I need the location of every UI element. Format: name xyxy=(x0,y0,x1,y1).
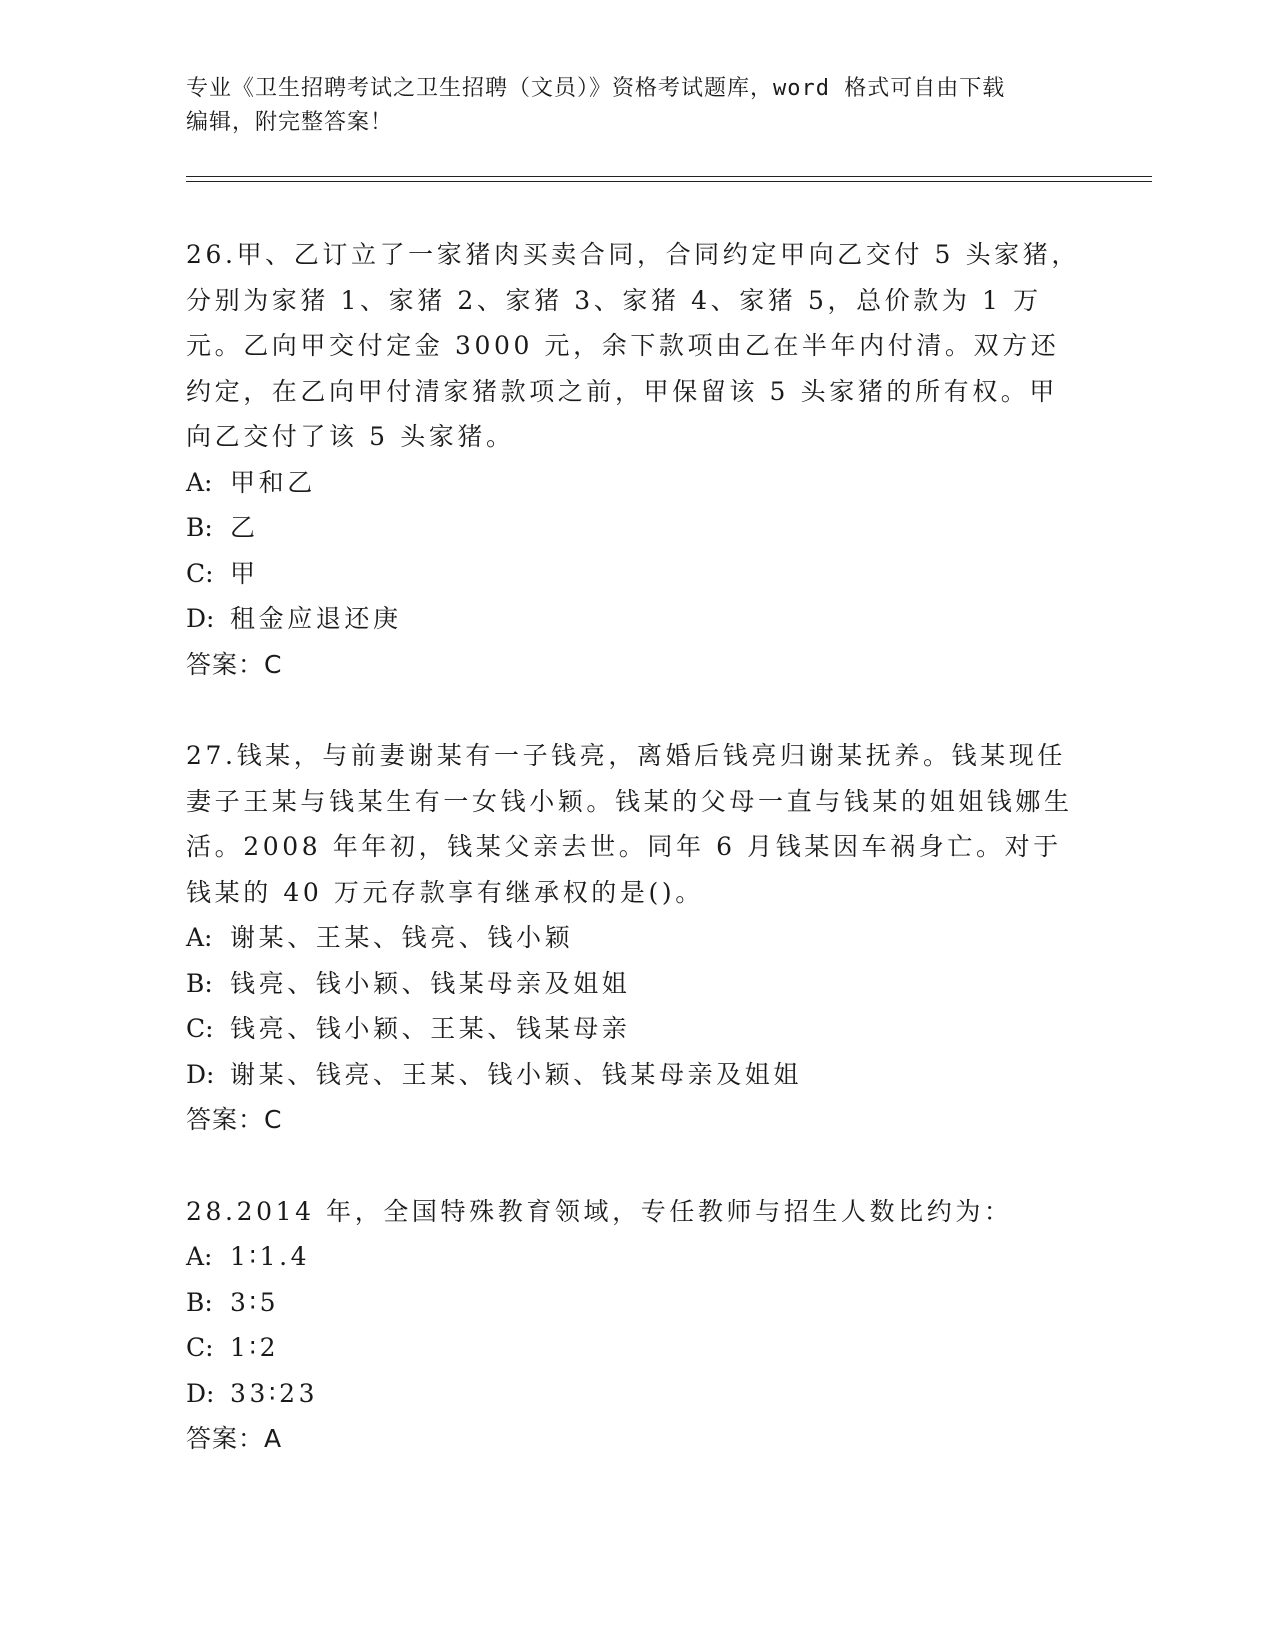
document-header xyxy=(186,72,1086,140)
option-key: C: xyxy=(186,1014,214,1043)
option-key: B: xyxy=(186,513,213,542)
answer: 答案：C xyxy=(186,1105,283,1134)
question-body: 钱某，与前妻谢某有一子钱亮，离婚后钱亮归谢某抚养。钱某现任妻子王某与钱某生有一女钱小颖。钱某的父母一直与钱某的姐姐钱娜生活。2008 年年初，钱某父亲去世。同年 6 月钱某因车祸身亡。对于钱某的 40 万元存款享有继承权的是()。 xyxy=(186,741,1073,907)
option-key: C: xyxy=(186,558,214,588)
option-key: B: xyxy=(186,1287,213,1317)
question-body: 2014 年，全国特殊教育领域，专任教师与招生人数比约为： xyxy=(236,1196,1013,1226)
option-key: C: xyxy=(186,1333,214,1362)
option-key: B: xyxy=(186,968,213,998)
option-a xyxy=(186,915,1086,961)
answer: 答案：C xyxy=(186,649,283,679)
option-text: 甲和乙 xyxy=(230,467,316,497)
option-text: 33∶23 xyxy=(230,1378,319,1408)
header-line-1: 专业《卫生招聘考试之卫生招聘（文员）》资格考试题库，word 格式可自由下载 xyxy=(186,76,1006,101)
question-number: 28. xyxy=(186,1196,237,1226)
option-a xyxy=(186,460,1086,506)
option-d xyxy=(186,1371,1086,1417)
answer: 答案：A xyxy=(186,1424,283,1453)
question-text xyxy=(186,232,1086,460)
option-text: 谢某、钱亮、王某、钱小颖、钱某母亲及姐姐 xyxy=(230,1059,803,1089)
header-rule-bottom xyxy=(186,181,1152,182)
option-key: A: xyxy=(186,467,213,497)
option-c xyxy=(186,1006,1086,1052)
option-text: 钱亮、钱小颖、钱某母亲及姐姐 xyxy=(230,968,631,998)
question-body: 甲、乙订立了一家猪肉买卖合同，合同约定甲向乙交付 5 头家猪，分别为家猪 1、家猪 2、家猪 3、家猪 4、家猪 5，总价款为 1 万元。乙向甲交付定金 3000 元，余下款项由乙在半年内付清。双方还约定，在乙向甲付清家猪款项之前，甲保留该 5 头家猪的所有权。甲向乙交付了该 5 头家猪。 xyxy=(186,240,1080,451)
question-list xyxy=(186,232,1086,1508)
question-text xyxy=(186,733,1086,915)
option-text: 租金应退还庚 xyxy=(230,604,402,633)
option-d xyxy=(186,596,1086,642)
header-rule-top xyxy=(186,176,1152,177)
option-text: 1∶1.4 xyxy=(230,1242,311,1271)
question-number: 27. xyxy=(186,741,237,770)
question-28 xyxy=(186,1189,1086,1462)
option-c xyxy=(186,1325,1086,1371)
option-key: A: xyxy=(186,1242,213,1271)
option-text: 1∶2 xyxy=(230,1333,280,1362)
option-d xyxy=(186,1052,1086,1098)
option-a xyxy=(186,1234,1086,1280)
option-c xyxy=(186,551,1086,597)
option-b xyxy=(186,1280,1086,1326)
question-number: 26. xyxy=(186,240,237,269)
option-text: 钱亮、钱小颖、王某、钱某母亲 xyxy=(230,1014,631,1043)
option-key: D: xyxy=(186,604,215,633)
option-b xyxy=(186,961,1086,1007)
option-text: 谢某、王某、钱亮、钱小颖 xyxy=(230,923,574,952)
question-text xyxy=(186,1189,1086,1235)
option-text: 乙 xyxy=(230,513,259,542)
question-26 xyxy=(186,232,1086,687)
option-key: D: xyxy=(186,1378,215,1408)
header-line-2: 编辑，附完整答案！ xyxy=(186,110,394,135)
option-text: 3∶5 xyxy=(230,1287,280,1317)
question-27 xyxy=(186,733,1086,1143)
option-key: A: xyxy=(186,923,213,952)
option-key: D: xyxy=(186,1059,215,1089)
option-b xyxy=(186,505,1086,551)
option-text: 甲 xyxy=(230,558,259,588)
